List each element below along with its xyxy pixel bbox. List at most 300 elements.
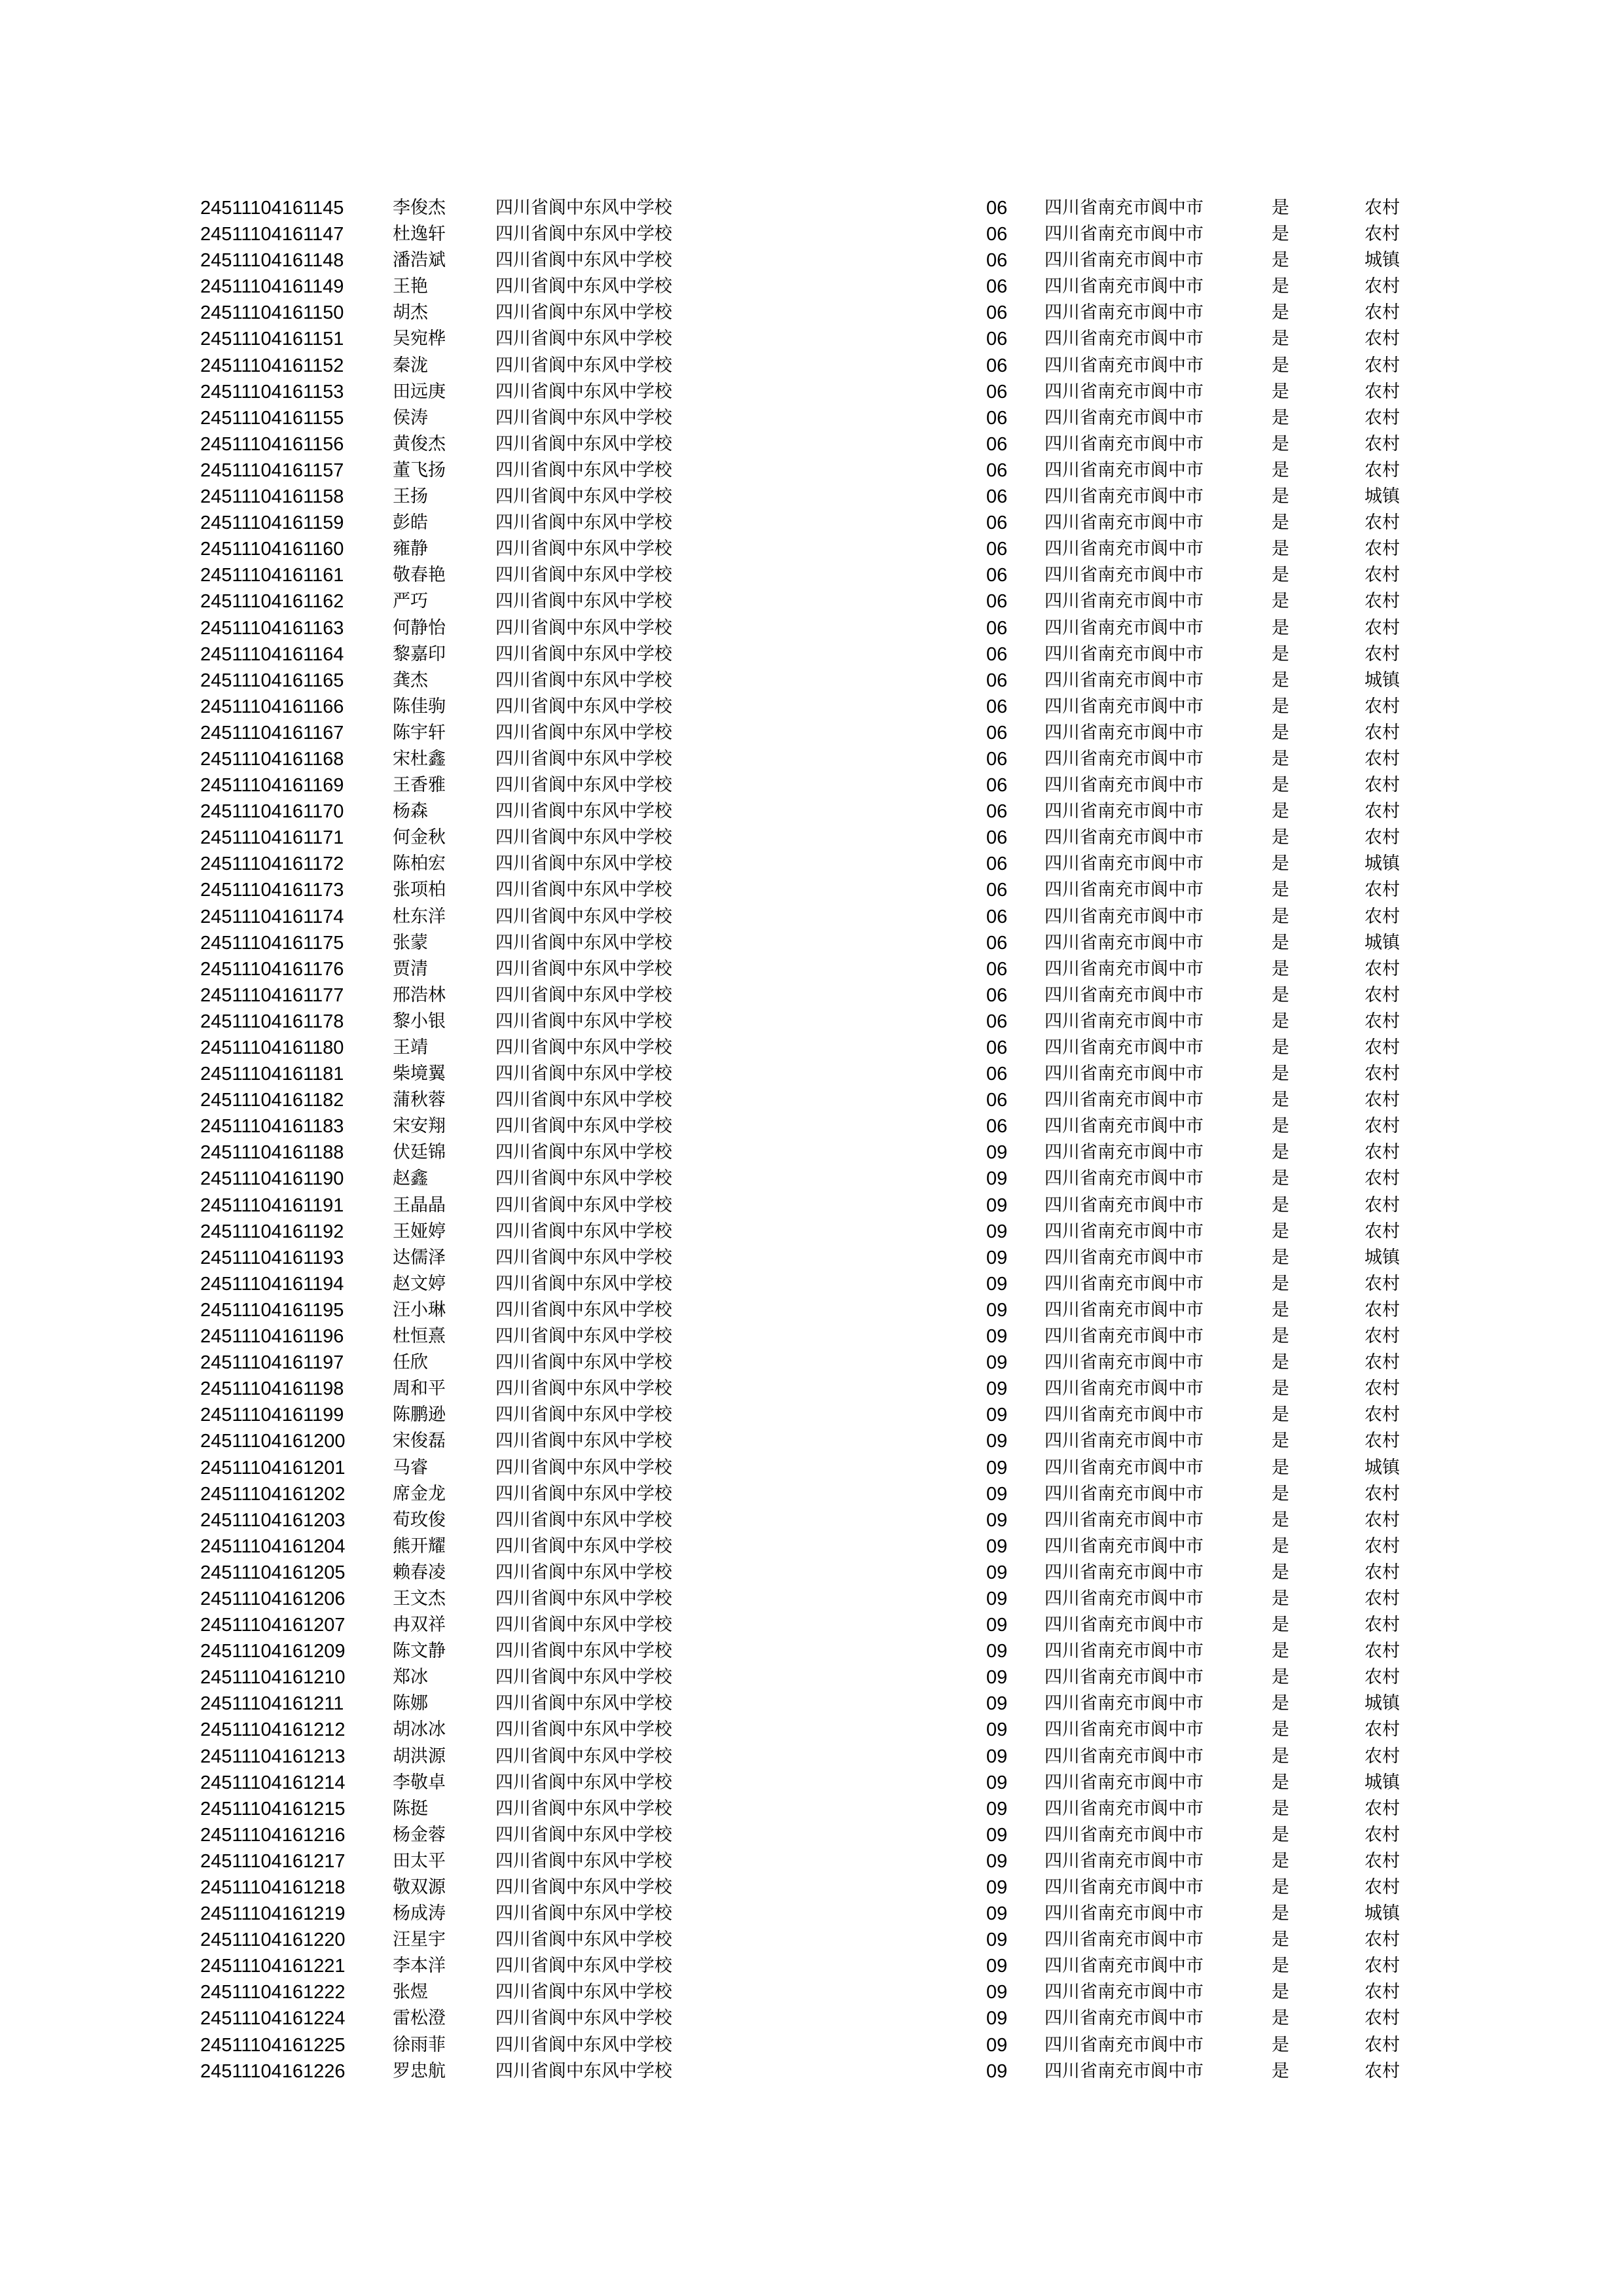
region-cell: 四川省南充市阆中市: [1044, 932, 1204, 953]
exam-number-cell: 24511104161160: [200, 539, 344, 560]
table-row: [0, 1271, 1623, 1297]
class-code-cell: 06: [986, 775, 1008, 797]
school-name-cell: 四川省阆中东风中学校: [495, 958, 672, 979]
table-row: [0, 1009, 1623, 1035]
class-code-cell: 06: [986, 880, 1008, 901]
exam-number-cell: 24511104161161: [200, 565, 344, 586]
eligibility-cell: 是: [1272, 1693, 1289, 1714]
exam-number-cell: 24511104161159: [200, 512, 344, 534]
school-name-cell: 四川省阆中东风中学校: [495, 539, 672, 560]
eligibility-cell: 是: [1272, 617, 1289, 638]
student-name-cell: 陈鹏逊: [393, 1405, 446, 1426]
residence-type-cell: 农村: [1364, 722, 1400, 743]
residence-type-cell: 农村: [1364, 2060, 1400, 2081]
table-row: [0, 694, 1623, 720]
class-code-cell: 06: [986, 565, 1008, 586]
exam-number-cell: 24511104161200: [200, 1431, 346, 1452]
school-name-cell: 四川省阆中东风中学校: [495, 1877, 672, 1897]
table-row: [0, 2005, 1623, 2032]
table-row: [0, 562, 1623, 588]
class-code-cell: 09: [986, 1483, 1008, 1505]
school-name-cell: 四川省阆中东风中学校: [495, 1509, 672, 1530]
region-cell: 四川省南充市阆中市: [1044, 486, 1204, 507]
residence-type-cell: 农村: [1364, 1562, 1400, 1583]
class-code-cell: 09: [986, 1746, 1008, 1767]
table-row: [0, 1560, 1623, 1586]
class-code-cell: 06: [986, 1090, 1008, 1111]
residence-type-cell: 农村: [1364, 1956, 1400, 1977]
region-cell: 四川省南充市阆中市: [1044, 1798, 1204, 1819]
student-name-cell: 王靖: [393, 1037, 428, 1058]
region-cell: 四川省南充市阆中市: [1044, 1693, 1204, 1714]
class-code-cell: 06: [986, 1116, 1008, 1138]
exam-number-cell: 24511104161178: [200, 1011, 344, 1032]
class-code-cell: 06: [986, 276, 1008, 298]
table-row: [0, 536, 1623, 562]
student-name-cell: 侯涛: [393, 407, 428, 428]
eligibility-cell: 是: [1272, 1824, 1289, 1845]
student-name-cell: 王娅婷: [393, 1221, 446, 1242]
eligibility-cell: 是: [1272, 302, 1289, 323]
eligibility-cell: 是: [1272, 1168, 1289, 1189]
eligibility-cell: 是: [1272, 459, 1289, 480]
eligibility-cell: 是: [1272, 958, 1289, 979]
table-row: [0, 1323, 1623, 1350]
exam-number-cell: 24511104161213: [200, 1746, 346, 1767]
class-code-cell: 06: [986, 224, 1008, 245]
residence-type-cell: 农村: [1364, 1064, 1400, 1085]
school-name-cell: 四川省阆中东风中学校: [495, 1982, 672, 2003]
table-row: [0, 588, 1623, 615]
exam-number-cell: 24511104161145: [200, 198, 344, 219]
region-cell: 四川省南充市阆中市: [1044, 1929, 1204, 1950]
residence-type-cell: 农村: [1364, 2034, 1400, 2055]
student-name-cell: 田太平: [393, 1850, 446, 1871]
table-row: [0, 641, 1623, 668]
region-cell: 四川省南充市阆中市: [1044, 1641, 1204, 1662]
residence-type-cell: 农村: [1364, 1798, 1400, 1819]
region-cell: 四川省南充市阆中市: [1044, 984, 1204, 1005]
student-name-cell: 王艳: [393, 276, 428, 297]
eligibility-cell: 是: [1272, 1719, 1289, 1740]
residence-type-cell: 农村: [1364, 1194, 1400, 1215]
class-code-cell: 09: [986, 1247, 1008, 1268]
residence-type-cell: 农村: [1364, 1535, 1400, 1556]
school-name-cell: 四川省阆中东风中学校: [495, 1956, 672, 1977]
exam-number-cell: 24511104161190: [200, 1168, 344, 1190]
school-name-cell: 四川省阆中东风中学校: [495, 2008, 672, 2029]
region-cell: 四川省南充市阆中市: [1044, 591, 1204, 612]
eligibility-cell: 是: [1272, 1194, 1289, 1215]
region-cell: 四川省南充市阆中市: [1044, 1247, 1204, 1268]
table-row: [0, 300, 1623, 326]
region-cell: 四川省南充市阆中市: [1044, 539, 1204, 560]
eligibility-cell: 是: [1272, 433, 1289, 454]
class-code-cell: 09: [986, 2008, 1008, 2030]
eligibility-cell: 是: [1272, 1483, 1289, 1504]
table-row: [0, 1717, 1623, 1743]
exam-number-cell: 24511104161167: [200, 722, 344, 744]
exam-number-cell: 24511104161168: [200, 748, 344, 770]
student-name-cell: 敬春艳: [393, 565, 446, 586]
class-code-cell: 06: [986, 355, 1008, 376]
school-name-cell: 四川省阆中东风中学校: [495, 1194, 672, 1215]
school-name-cell: 四川省阆中东风中学校: [495, 722, 672, 743]
student-name-cell: 陈娜: [393, 1693, 428, 1714]
region-cell: 四川省南充市阆中市: [1044, 512, 1204, 533]
region-cell: 四川省南充市阆中市: [1044, 1064, 1204, 1085]
school-name-cell: 四川省阆中东风中学校: [495, 1299, 672, 1320]
student-name-cell: 柴境翼: [393, 1064, 446, 1085]
region-cell: 四川省南充市阆中市: [1044, 276, 1204, 297]
school-name-cell: 四川省阆中东风中学校: [495, 1588, 672, 1609]
exam-number-cell: 24511104161191: [200, 1194, 344, 1216]
exam-number-cell: 24511104161210: [200, 1667, 346, 1689]
table-row: [0, 1744, 1623, 1770]
student-name-cell: 潘浩斌: [393, 250, 446, 271]
residence-type-cell: 农村: [1364, 1850, 1400, 1871]
student-name-cell: 张蒙: [393, 932, 428, 953]
residence-type-cell: 农村: [1364, 381, 1400, 402]
exam-number-cell: 24511104161182: [200, 1090, 344, 1111]
school-name-cell: 四川省阆中东风中学校: [495, 643, 672, 664]
residence-type-cell: 农村: [1364, 1431, 1400, 1452]
eligibility-cell: 是: [1272, 2008, 1289, 2029]
class-code-cell: 06: [986, 827, 1008, 849]
region-cell: 四川省南充市阆中市: [1044, 1090, 1204, 1111]
student-name-cell: 张煜: [393, 1982, 428, 2003]
region-cell: 四川省南充市阆中市: [1044, 696, 1204, 717]
exam-number-cell: 24511104161196: [200, 1326, 344, 1348]
exam-number-cell: 24511104161226: [200, 2060, 346, 2082]
student-name-cell: 董飞扬: [393, 459, 446, 480]
student-name-cell: 张项柏: [393, 880, 446, 901]
class-code-cell: 09: [986, 1352, 1008, 1374]
school-name-cell: 四川省阆中东风中学校: [495, 2034, 672, 2055]
table-row: [0, 1113, 1623, 1139]
exam-number-cell: 24511104161174: [200, 906, 344, 927]
eligibility-cell: 是: [1272, 1588, 1289, 1609]
student-name-cell: 席金龙: [393, 1483, 446, 1504]
exam-number-cell: 24511104161218: [200, 1877, 346, 1898]
school-name-cell: 四川省阆中东风中学校: [495, 1483, 672, 1504]
eligibility-cell: 是: [1272, 1667, 1289, 1688]
eligibility-cell: 是: [1272, 1326, 1289, 1347]
eligibility-cell: 是: [1272, 1746, 1289, 1767]
residence-type-cell: 城镇: [1364, 853, 1400, 874]
residence-type-cell: 农村: [1364, 696, 1400, 717]
class-code-cell: 06: [986, 539, 1008, 560]
eligibility-cell: 是: [1272, 1929, 1289, 1950]
student-name-cell: 杨成涛: [393, 1903, 446, 1924]
exam-number-cell: 24511104161209: [200, 1641, 346, 1662]
residence-type-cell: 农村: [1364, 539, 1400, 560]
student-name-cell: 杨金蓉: [393, 1824, 446, 1845]
class-code-cell: 09: [986, 1588, 1008, 1609]
exam-number-cell: 24511104161156: [200, 433, 344, 455]
region-cell: 四川省南充市阆中市: [1044, 1535, 1204, 1556]
school-name-cell: 四川省阆中东风中学校: [495, 1142, 672, 1163]
table-row: [0, 1664, 1623, 1691]
eligibility-cell: 是: [1272, 1037, 1289, 1058]
table-row: [0, 1796, 1623, 1822]
exam-number-cell: 24511104161166: [200, 696, 344, 717]
residence-type-cell: 城镇: [1364, 1693, 1400, 1714]
class-code-cell: 06: [986, 1037, 1008, 1058]
class-code-cell: 09: [986, 1378, 1008, 1400]
table-row: [0, 930, 1623, 956]
school-name-cell: 四川省阆中东风中学校: [495, 984, 672, 1005]
student-name-cell: 熊开耀: [393, 1535, 446, 1556]
exam-number-cell: 24511104161171: [200, 827, 344, 849]
school-name-cell: 四川省阆中东风中学校: [495, 775, 672, 796]
class-code-cell: 06: [986, 801, 1008, 823]
eligibility-cell: 是: [1272, 1064, 1289, 1085]
exam-number-cell: 24511104161221: [200, 1956, 346, 1977]
school-name-cell: 四川省阆中东风中学校: [495, 1903, 672, 1924]
residence-type-cell: 农村: [1364, 1011, 1400, 1031]
class-code-cell: 09: [986, 1194, 1008, 1216]
eligibility-cell: 是: [1272, 565, 1289, 586]
table-row: [0, 615, 1623, 641]
table-row: [0, 720, 1623, 746]
class-code-cell: 09: [986, 1273, 1008, 1295]
school-name-cell: 四川省阆中东风中学校: [495, 302, 672, 323]
class-code-cell: 06: [986, 958, 1008, 980]
eligibility-cell: 是: [1272, 1877, 1289, 1897]
student-name-cell: 赖春凌: [393, 1562, 446, 1583]
table-row: [0, 1087, 1623, 1113]
class-code-cell: 09: [986, 1615, 1008, 1636]
eligibility-cell: 是: [1272, 1431, 1289, 1452]
table-row: [0, 1901, 1623, 1927]
student-list-table: [0, 195, 1623, 2085]
class-code-cell: 06: [986, 906, 1008, 927]
student-name-cell: 马睿: [393, 1457, 428, 1478]
residence-type-cell: 农村: [1364, 1352, 1400, 1373]
school-name-cell: 四川省阆中东风中学校: [495, 381, 672, 402]
table-row: [0, 2032, 1623, 2058]
eligibility-cell: 是: [1272, 1982, 1289, 2003]
class-code-cell: 09: [986, 1824, 1008, 1846]
exam-number-cell: 24511104161219: [200, 1903, 346, 1925]
residence-type-cell: 城镇: [1364, 1457, 1400, 1478]
exam-number-cell: 24511104161165: [200, 670, 344, 691]
table-row: [0, 1534, 1623, 1560]
residence-type-cell: 城镇: [1364, 932, 1400, 953]
region-cell: 四川省南充市阆中市: [1044, 1746, 1204, 1767]
school-name-cell: 四川省阆中东风中学校: [495, 827, 672, 848]
class-code-cell: 09: [986, 1326, 1008, 1348]
table-row: [0, 247, 1623, 274]
exam-number-cell: 24511104161224: [200, 2008, 346, 2030]
table-row: [0, 1691, 1623, 1717]
region-cell: 四川省南充市阆中市: [1044, 1509, 1204, 1530]
region-cell: 四川省南充市阆中市: [1044, 1431, 1204, 1452]
exam-number-cell: 24511104161214: [200, 1772, 346, 1793]
class-code-cell: 09: [986, 1956, 1008, 1977]
residence-type-cell: 农村: [1364, 276, 1400, 297]
student-name-cell: 田远庚: [393, 381, 446, 402]
region-cell: 四川省南充市阆中市: [1044, 1483, 1204, 1504]
school-name-cell: 四川省阆中东风中学校: [495, 407, 672, 428]
region-cell: 四川省南充市阆中市: [1044, 1615, 1204, 1636]
table-row: [0, 379, 1623, 405]
eligibility-cell: 是: [1272, 276, 1289, 297]
school-name-cell: 四川省阆中东风中学校: [495, 1221, 672, 1242]
region-cell: 四川省南充市阆中市: [1044, 1142, 1204, 1163]
school-name-cell: 四川省阆中东风中学校: [495, 1615, 672, 1636]
student-name-cell: 达儒泽: [393, 1247, 446, 1268]
class-code-cell: 06: [986, 643, 1008, 665]
eligibility-cell: 是: [1272, 329, 1289, 350]
exam-number-cell: 24511104161206: [200, 1588, 346, 1609]
class-code-cell: 09: [986, 1667, 1008, 1689]
region-cell: 四川省南充市阆中市: [1044, 670, 1204, 691]
table-row: [0, 1193, 1623, 1219]
region-cell: 四川省南充市阆中市: [1044, 643, 1204, 664]
exam-number-cell: 24511104161205: [200, 1562, 346, 1583]
table-row: [0, 431, 1623, 457]
class-code-cell: 09: [986, 1719, 1008, 1741]
exam-number-cell: 24511104161217: [200, 1850, 346, 1872]
exam-number-cell: 24511104161155: [200, 407, 344, 429]
class-code-cell: 09: [986, 1903, 1008, 1925]
student-name-cell: 何静怡: [393, 617, 446, 638]
school-name-cell: 四川省阆中东风中学校: [495, 1772, 672, 1793]
exam-number-cell: 24511104161157: [200, 459, 344, 481]
residence-type-cell: 农村: [1364, 1116, 1400, 1137]
school-name-cell: 四川省阆中东风中学校: [495, 1378, 672, 1399]
residence-type-cell: 农村: [1364, 1090, 1400, 1111]
residence-type-cell: 农村: [1364, 2008, 1400, 2029]
class-code-cell: 09: [986, 1798, 1008, 1820]
region-cell: 四川省南充市阆中市: [1044, 1956, 1204, 1977]
student-name-cell: 宋俊磊: [393, 1431, 446, 1452]
table-row: [0, 982, 1623, 1009]
class-code-cell: 06: [986, 670, 1008, 691]
residence-type-cell: 农村: [1364, 1615, 1400, 1636]
region-cell: 四川省南充市阆中市: [1044, 2008, 1204, 2029]
table-row: [0, 1350, 1623, 1376]
class-code-cell: 06: [986, 617, 1008, 639]
region-cell: 四川省南充市阆中市: [1044, 1221, 1204, 1242]
region-cell: 四川省南充市阆中市: [1044, 958, 1204, 979]
exam-number-cell: 24511104161149: [200, 276, 344, 298]
exam-number-cell: 24511104161192: [200, 1221, 344, 1242]
table-row: [0, 195, 1623, 221]
table-row: [0, 1822, 1623, 1848]
school-name-cell: 四川省阆中东风中学校: [495, 1352, 672, 1373]
residence-type-cell: 农村: [1364, 906, 1400, 927]
school-name-cell: 四川省阆中东风中学校: [495, 1641, 672, 1662]
region-cell: 四川省南充市阆中市: [1044, 250, 1204, 271]
table-row: [0, 851, 1623, 877]
eligibility-cell: 是: [1272, 1772, 1289, 1793]
region-cell: 四川省南充市阆中市: [1044, 1299, 1204, 1320]
eligibility-cell: 是: [1272, 1457, 1289, 1478]
table-row: [0, 798, 1623, 825]
residence-type-cell: 农村: [1364, 591, 1400, 612]
region-cell: 四川省南充市阆中市: [1044, 801, 1204, 822]
student-name-cell: 赵文婷: [393, 1273, 446, 1294]
exam-number-cell: 24511104161152: [200, 355, 344, 376]
school-name-cell: 四川省阆中东风中学校: [495, 459, 672, 480]
exam-number-cell: 24511104161193: [200, 1247, 344, 1268]
exam-number-cell: 24511104161194: [200, 1273, 344, 1295]
residence-type-cell: 农村: [1364, 827, 1400, 848]
student-name-cell: 王扬: [393, 486, 428, 507]
region-cell: 四川省南充市阆中市: [1044, 565, 1204, 586]
student-name-cell: 敬双源: [393, 1877, 446, 1897]
student-name-cell: 陈宇轩: [393, 722, 446, 743]
exam-number-cell: 24511104161197: [200, 1352, 344, 1374]
region-cell: 四川省南充市阆中市: [1044, 1352, 1204, 1373]
school-name-cell: 四川省阆中东风中学校: [495, 486, 672, 507]
school-name-cell: 四川省阆中东风中学校: [495, 1116, 672, 1137]
region-cell: 四川省南充市阆中市: [1044, 1168, 1204, 1189]
residence-type-cell: 农村: [1364, 643, 1400, 664]
exam-number-cell: 24511104161212: [200, 1719, 346, 1741]
eligibility-cell: 是: [1272, 775, 1289, 796]
table-row: [0, 1770, 1623, 1796]
table-row: [0, 484, 1623, 510]
residence-type-cell: 农村: [1364, 1405, 1400, 1426]
table-row: [0, 405, 1623, 431]
region-cell: 四川省南充市阆中市: [1044, 329, 1204, 350]
residence-type-cell: 农村: [1364, 565, 1400, 586]
student-name-cell: 吴宛桦: [393, 329, 446, 350]
school-name-cell: 四川省阆中东风中学校: [495, 1824, 672, 1845]
region-cell: 四川省南充市阆中市: [1044, 1273, 1204, 1294]
exam-number-cell: 24511104161175: [200, 932, 344, 954]
exam-number-cell: 24511104161202: [200, 1483, 346, 1505]
exam-number-cell: 24511104161188: [200, 1142, 344, 1164]
table-row: [0, 1612, 1623, 1638]
student-name-cell: 徐雨菲: [393, 2034, 446, 2055]
class-code-cell: 09: [986, 1772, 1008, 1793]
class-code-cell: 09: [986, 1431, 1008, 1452]
eligibility-cell: 是: [1272, 1509, 1289, 1530]
class-code-cell: 06: [986, 1064, 1008, 1085]
table-row: [0, 1219, 1623, 1245]
table-row: [0, 746, 1623, 772]
class-code-cell: 09: [986, 1982, 1008, 2003]
region-cell: 四川省南充市阆中市: [1044, 433, 1204, 454]
school-name-cell: 四川省阆中东风中学校: [495, 1535, 672, 1556]
student-name-cell: 汪星宇: [393, 1929, 446, 1950]
region-cell: 四川省南充市阆中市: [1044, 407, 1204, 428]
table-row: [0, 1638, 1623, 1664]
region-cell: 四川省南充市阆中市: [1044, 1011, 1204, 1031]
school-name-cell: 四川省阆中东风中学校: [495, 329, 672, 350]
student-name-cell: 荀玫俊: [393, 1509, 446, 1530]
school-name-cell: 四川省阆中东风中学校: [495, 906, 672, 927]
student-name-cell: 赵鑫: [393, 1168, 428, 1189]
class-code-cell: 06: [986, 329, 1008, 350]
class-code-cell: 06: [986, 198, 1008, 219]
student-name-cell: 宋杜鑫: [393, 748, 446, 769]
class-code-cell: 06: [986, 748, 1008, 770]
class-code-cell: 09: [986, 2034, 1008, 2056]
table-row: [0, 1586, 1623, 1612]
region-cell: 四川省南充市阆中市: [1044, 880, 1204, 901]
residence-type-cell: 城镇: [1364, 1903, 1400, 1924]
region-cell: 四川省南充市阆中市: [1044, 2060, 1204, 2081]
class-code-cell: 09: [986, 1299, 1008, 1321]
class-code-cell: 06: [986, 722, 1008, 744]
eligibility-cell: 是: [1272, 407, 1289, 428]
